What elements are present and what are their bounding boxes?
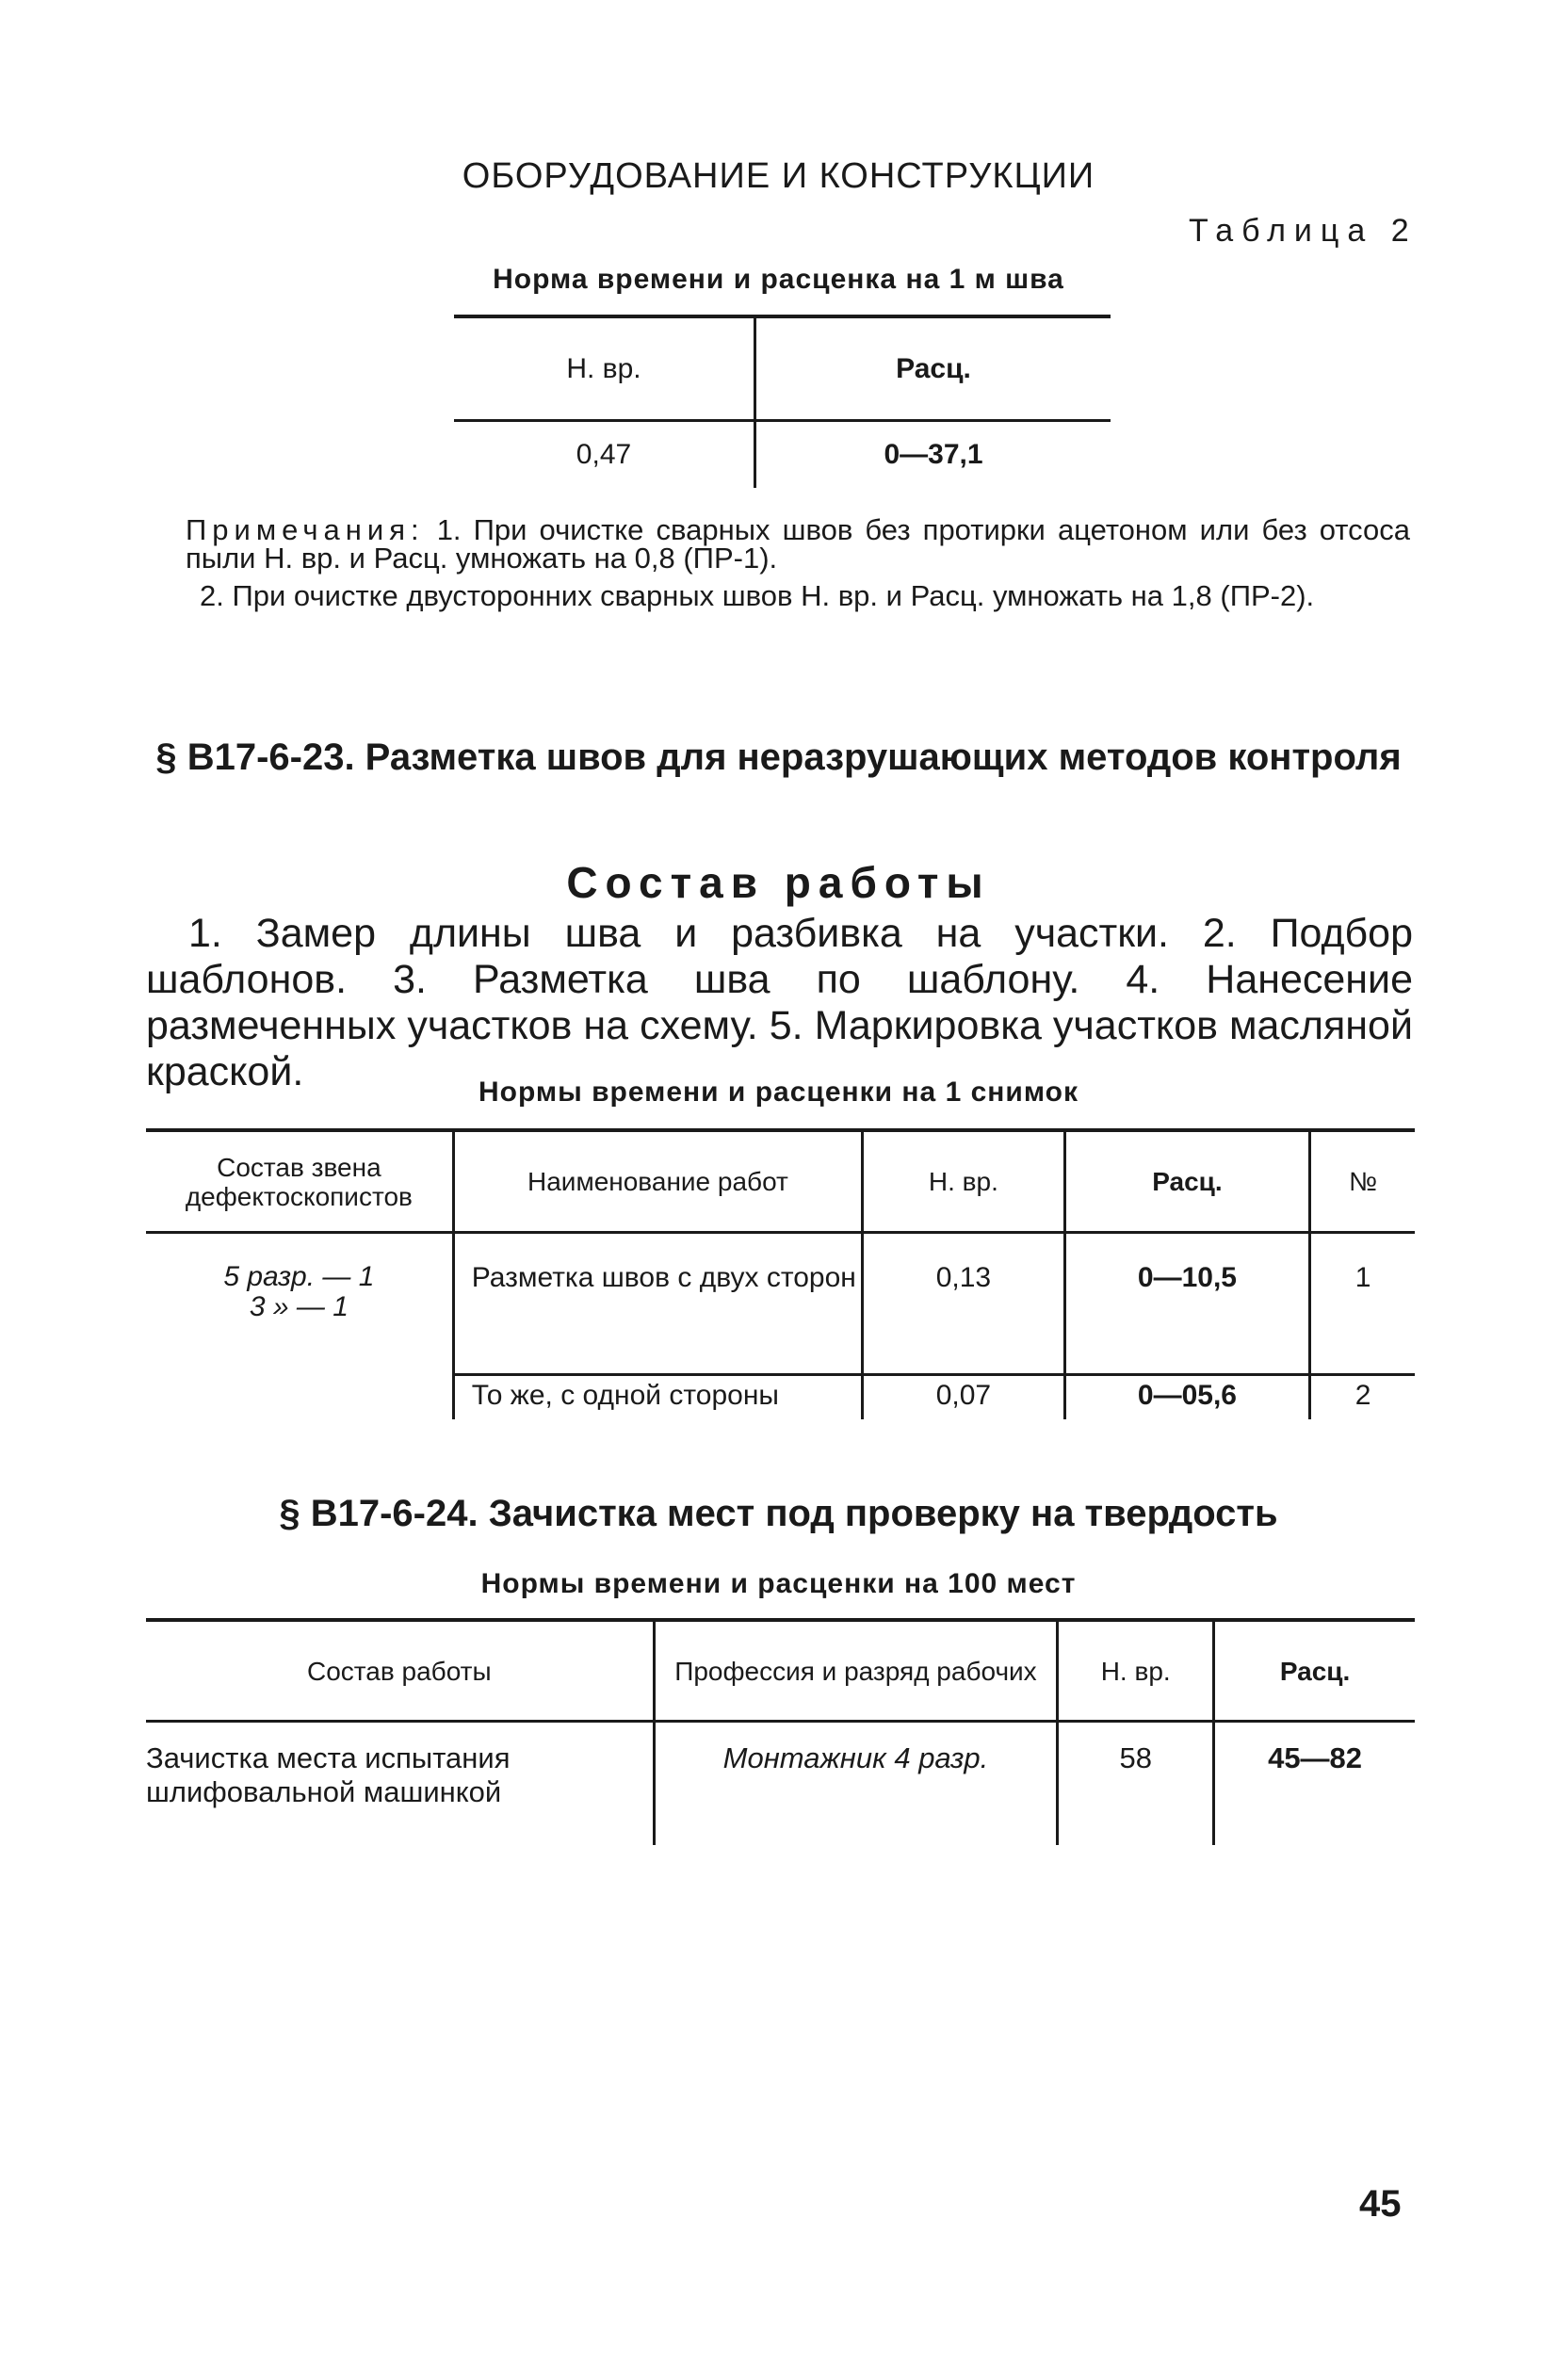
- header-rate: Расц.: [1064, 1130, 1310, 1233]
- running-title: ОБОРУДОВАНИЕ И КОНСТРУКЦИИ: [462, 156, 1095, 196]
- cell-number: 2: [1310, 1375, 1415, 1420]
- note-2: 2. При очистке двусторонних сварных швов Н. вр. и Расц. умножать на 1,8 (ПР-2).: [200, 579, 1315, 612]
- cell-brigade: [146, 1233, 453, 1420]
- note-1: [186, 513, 1410, 575]
- notes-lead: Примечания:: [186, 513, 425, 546]
- brigade-line-2: 3 » — 1: [249, 1291, 349, 1322]
- cell-norm: 0,13: [863, 1233, 1065, 1375]
- header-number: №: [1310, 1130, 1415, 1233]
- table-header-row: [146, 1620, 1415, 1722]
- cell-norm: 0,47: [454, 421, 755, 489]
- table-header-row: [454, 316, 1111, 421]
- cell-rate: 0—05,6: [1064, 1375, 1310, 1420]
- header-rate: Расц.: [755, 316, 1111, 421]
- header-profession: Профессия и разряд рабочих: [654, 1620, 1058, 1722]
- brigade-line-1: 5 разр. — 1: [223, 1261, 375, 1292]
- header-norm: Н. вр.: [863, 1130, 1065, 1233]
- header-work: Состав работы: [146, 1620, 654, 1722]
- header-rate: Расц.: [1214, 1620, 1415, 1722]
- table3-caption: Нормы времени и расценки на 100 мест: [480, 1568, 1077, 1599]
- table-row: [146, 1233, 1415, 1375]
- cell-number: 1: [1354, 1262, 1371, 1293]
- cell-work: То же, с одной стороны: [453, 1375, 862, 1420]
- section-23-subtitle: Состав работы: [566, 858, 991, 907]
- header-norm: Н. вр.: [1058, 1620, 1214, 1722]
- table-row: [146, 1722, 1415, 1846]
- section-23-title: § В17-6-23. Разметка швов для неразрушающих методов контроля: [155, 737, 1402, 778]
- cell-rate: 0—10,5: [1064, 1233, 1310, 1375]
- table-row: [454, 421, 1111, 489]
- header-brigade: Состав звена дефектоскопистов: [146, 1130, 453, 1233]
- table3: [146, 1618, 1415, 1845]
- cell-rate: 45—82: [1268, 1741, 1363, 1774]
- cell-work: Зачистка места испытания шлифовальной машинкой: [146, 1722, 654, 1846]
- cell-work: Разметка швов с двух сторон: [453, 1233, 862, 1375]
- page-number: 45: [1359, 2183, 1402, 2225]
- cell-profession: Монтажник 4 разр.: [654, 1722, 1058, 1846]
- table1: [454, 315, 1111, 488]
- cell-norm: 58: [1058, 1722, 1214, 1846]
- table1-caption: Норма времени и расценка на 1 м шва: [493, 264, 1064, 295]
- note-1-text: 1. При очистке сварных швов без протирки ацетоном или без отсоса пыли Н. вр. и Расц. умножать на 0,8 (ПР-1).: [186, 513, 1410, 575]
- table-header-row: [146, 1130, 1415, 1233]
- table2-caption: Нормы времени и расценки на 1 снимок: [478, 1077, 1079, 1108]
- header-work: Наименование работ: [453, 1130, 862, 1233]
- section-23-body: 1. Замер длины шва и разбивка на участки. 2. Подбор шаблонов. 3. Разметка шва по шаблону. 4. Нанесение размеченных участков на схему. 5. Маркировка участков масляной краской.: [146, 911, 1413, 1094]
- header-norm: Н. вр.: [454, 316, 755, 421]
- cell-rate: 0—37,1: [884, 439, 983, 470]
- cell-norm: 0,07: [863, 1375, 1065, 1420]
- section-24-title: § В17-6-24. Зачистка мест под проверку на твердость: [279, 1493, 1278, 1534]
- table-label: Таблица 2: [1189, 213, 1418, 249]
- table2: [146, 1128, 1415, 1419]
